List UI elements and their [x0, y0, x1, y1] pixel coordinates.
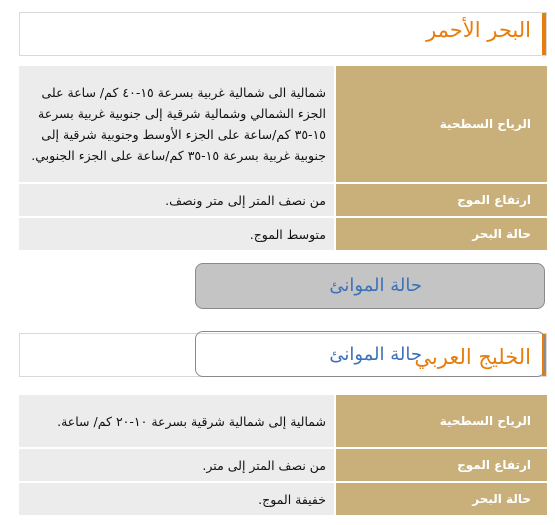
surface-wind-value: شمالية الى شمالية غربية بسرعة ١٥-٤٠ كم/ ساعة على الجزء الشمالي وشمالية شرقية إلى جنوبية غربية بسرعة ١٥-٣٥ كم/ساعة على الجزء الأوسط وجنوبية شرقية إلى جنوبية غربية بسرعة ١٥-٣٥ كم/ساعة على الجزء الجنوبي.: [19, 66, 334, 182]
gulf-title: الخليج العربي: [414, 345, 531, 369]
sea-state-value: متوسط الموج.: [19, 218, 334, 250]
ports-status-button-overlay[interactable]: [195, 331, 545, 377]
wave-height-value: من نصف المتر إلى متر.: [19, 449, 334, 481]
ports-status-label: حالة الموانئ: [329, 275, 422, 296]
table-row-sea-state: [19, 218, 547, 252]
surface-wind-value: شمالية إلى شمالية شرقية بسرعة ١٠-٢٠ كم/ ساعة.: [19, 395, 334, 447]
surface-wind-label: الرياح السطحية: [334, 66, 547, 182]
wave-height-label: ارتفاع الموج: [334, 184, 547, 216]
red-sea-header: [19, 12, 547, 56]
sea-state-value: خفيفة الموج.: [19, 483, 334, 515]
surface-wind-label: الرياح السطحية: [334, 395, 547, 447]
ports-status-overlay-label: حالة الموانئ: [329, 344, 422, 365]
table-row-sea-state: [19, 483, 547, 517]
sea-state-label: حالة البحر: [334, 483, 547, 515]
header-accent-bar: [542, 13, 546, 55]
wave-height-value: من نصف المتر إلى متر ونصف.: [19, 184, 334, 216]
table-row-wave-height: [19, 184, 547, 218]
sea-state-label: حالة البحر: [334, 218, 547, 250]
red-sea-title: البحر الأحمر: [426, 18, 531, 42]
wave-height-label: ارتفاع الموج: [334, 449, 547, 481]
ports-status-button[interactable]: [195, 263, 545, 309]
red-sea-table: [19, 66, 547, 252]
table-row-surface-wind: [19, 66, 547, 184]
table-row-wave-height: [19, 449, 547, 483]
gulf-table: [19, 395, 547, 517]
table-row-surface-wind: [19, 395, 547, 449]
